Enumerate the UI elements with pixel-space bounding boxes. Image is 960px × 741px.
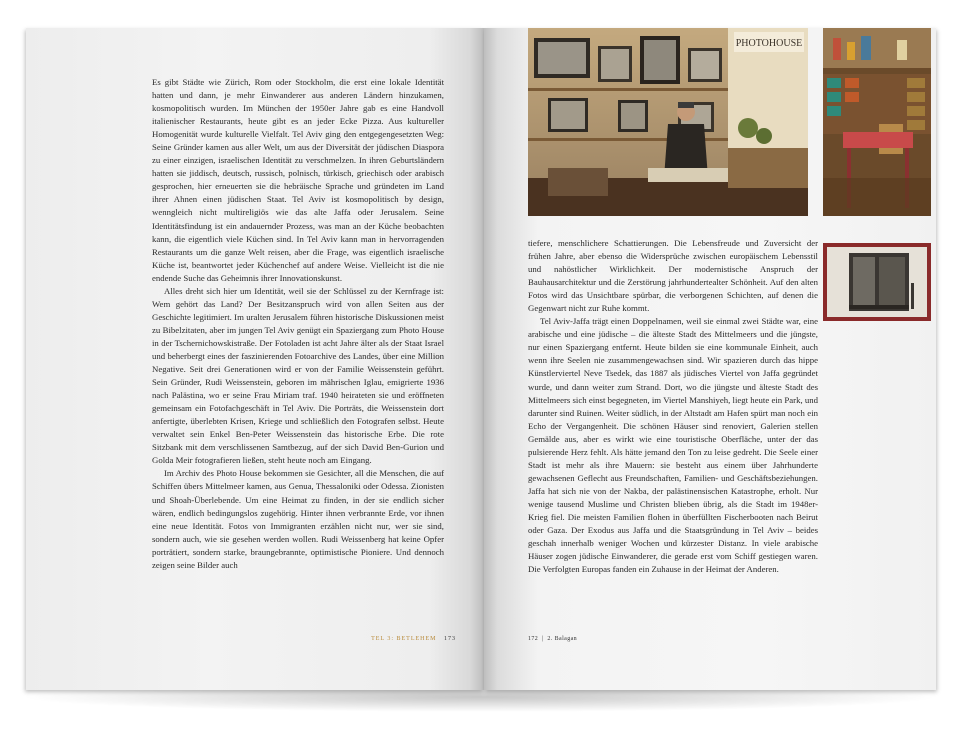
- right-paragraph-2: Tel Aviv-Jaffa trägt einen Doppelnamen, weil sie einmal zwei Städte war, eine arabische und eine jüdische – die älteste Stadt des Mittelmeers und die jüngste, nur einen Spaziergang entfernt. Heute bilden sie eine kommunale Einheit, auch wenn ihre Seelen nie zusammengewachsen sind. Wir spazieren durch das hippe Künstlerviertel Neve Tsedek, das 1887 als jüdisches Viertel von Jaffa gegründet wurde, und dann weiter zum Strand. Dort, wo die jüngste und älteste Stadt des Mittelmeers sich einst begegneten, im Viertel Manshiyeh, liegt heute ein Park, und darunter sind Ruinen. Weiter südlich, in der Altstadt am Hafen spürt man noch ein Echo der Vergangenheit. Die schönen Häuser sind renoviert, Galerien stellen Gemälde aus, aber es wirkt wie eine touristische Oberfläche, unter der das pulsierende Herz fehlt. Als hätte jemand den Ton zu leise gedreht. Die Seele einer Stadt ist mehr als ihre Mauern: sie besteht aus einem über Jahrhunderte gewachsenen Geflecht aus Freundschaften, Familien- und Geschäftsbeziehungen. Jaffa hat sich nie von der Nakba, der palästinensischen Katastrophe, erholt. Nur wenige tausend Muslime und Christen blieben übrig, als die Stadt im 1948er-Krieg fiel. Die meisten Familien flohen in überfüllten Fischerbooten nach Beirut oder Gaza. Der Exodus aus Jaffa und die Staatsgründung in Tel Aviv – beides geschah innerhalb weniger Wochen und kürzester Distanz. In viele arabische Häuser zogen jüdische Einwanderer, die gerade erst vom Schiff gestiegen waren. Die Verfolgten Europas fanden ein Zuhause in der Heimat der Anderen.: [528, 316, 818, 575]
- photohouse-sign: PHOTOHOUSE: [735, 38, 803, 49]
- left-footer-section: TEL 3: BETLEHEM: [371, 636, 437, 642]
- right-footer-section: 2. Balagan: [547, 636, 578, 642]
- right-footer-page-number: 172: [528, 636, 539, 642]
- left-body-text: [152, 76, 444, 572]
- right-footer: 172 | 2. Balagan: [528, 636, 578, 642]
- vintage-storefront-photo: [823, 243, 931, 321]
- right-body-text: [528, 237, 818, 576]
- shop-interior-photo: [528, 28, 808, 216]
- colored-drawers-photo: [823, 28, 931, 216]
- left-footer-page-number: 173: [444, 636, 456, 642]
- right-page: [484, 28, 936, 690]
- left-paragraph-2: Alles dreht sich hier um Identität, weil sie der Schlüssel zu der Kernfrage ist: Wem gehört das Land? Der Besitzanspruch wird von allen Seiten aus der Geschichte legitimiert. Im uralten Jerusalem führen historische Diskussionen meist zu Bibelzitaten, aber im jungen Tel Aviv genügt ein Spaziergang zum Photo House in der Tschernichowskistraße. Der Fotoladen ist acht Jahre älter als der Staat Israel und beherbergt eines der faszinierenden Fotoarchive des Landes, über eine Million Negative. Seit drei Generationen wird er von der Familie Weissenstein geführt. Sein Gründer, Rudi Weissenstein, geboren im mährischen Iglau, emigrierte 1936 nach Palästina, wo er seine Frau Miriam traf. 1940 heirateten sie und eröffneten gemeinsam ein Fotofachgeschäft in Tel Aviv. Die Porträts, die Weissenstein dort anfertigte, überlebten Krisen, Kriege und schließlich den Fotografen selbst. Heute verwaltet sein Enkel Ben-Peter Weissenstein das historische Erbe. Die rote Sitzbank mit dem verschlissenen Samtbezug, auf der sich David Ben-Gurion und Golda Meir fotografieren ließen, steht heute noch am Eingang.: [152, 285, 444, 466]
- left-paragraph-3: Im Archiv des Photo House bekommen sie Gesichter, all die Menschen, die auf Schiffen übers Mittelmeer kamen, aus Genua, Thessaloniki oder Odessa. Zionisten und Shoah-Überlebende. Um eine Heimat zu finden, in der sie endlich sicher wären, endlich bedingungslos zugehörig. Hinter ihnen verbrannte Erde, vor ihnen eine neue Identität. Fotos von Immigranten erzählen nicht nur, wer sie sind, sondern auch, wie sie gesehen werden wollen. Rudi Weissenberg hat keine Opfer porträtiert, sondern starke, braungebrannte, optimistische Pioniere. Und dennoch zeigen seine Bilder auch: [152, 468, 444, 570]
- right-paragraph-1: tiefere, menschlichere Schattierungen. Die Lebensfreude und Zuversicht der frühen Jahre, aber ebenso die Widersprüche zwischen europäischem Lebensstil und nahöstlicher Wirklichkeit. Der modernistische Anspruch der Bauhausarchitektur und die Zerstörung jahrhundertealter Schönheit. Auf den alten Fotos wird das Unsichtbare spürbar, die verborgenen Schichten, auf denen die Gegenwart nicht zur Ruhe kommt.: [528, 238, 818, 314]
- left-page: [26, 28, 484, 690]
- left-footer: [326, 636, 456, 642]
- left-paragraph-1: Es gibt Städte wie Zürich, Rom oder Stockholm, die erst eine lokale Identität hatten und dann, je mehr Einwanderer aus anderen Ländern hinzukamen, kosmopolitisch wurden. Im München der 1950er Jahre gab es eine Handvoll italienischer Restaurants, heute gibt es an jeder Ecke Pizza. Aus kultureller Homogenität wurde kulturelle Vielfalt. Tel Aviv ging den entgegengesetzten Weg: Seine Gründer kamen aus aller Welt, um aus der Diversität der jüdischen Diaspora zu einer einzigen, israelischen Identität zu verschmelzen. In ihren Geburtsländern hatten sie jiddisch, deutsch, russisch, polnisch, türkisch, griechisch oder arabisch gesprochen, hier erneuerten sie die hebräische Sprache und gründeten im Land ihrer Ahnen einen jüdischen Staat. Tel Aviv ist kosmopolitisch by design, wenngleich nicht multireligiös wie das alte Jaffa oder Jerusalem. Seine Identitätsfindung ist ein andauernder Prozess, was man an der Küche beobachten kann, die eigentlich viele Küchen sind. In Tel Aviv kann man in hervorragenden Restaurants um die ganze Welt reisen, aber die Frage, was eigentlich israelische Küche ist, beantwortet jeder Küchenchef auf andere Weise. Vielleicht ist die nie endende Suche das Geheimnis ihrer Innovationskunst.: [152, 77, 444, 283]
